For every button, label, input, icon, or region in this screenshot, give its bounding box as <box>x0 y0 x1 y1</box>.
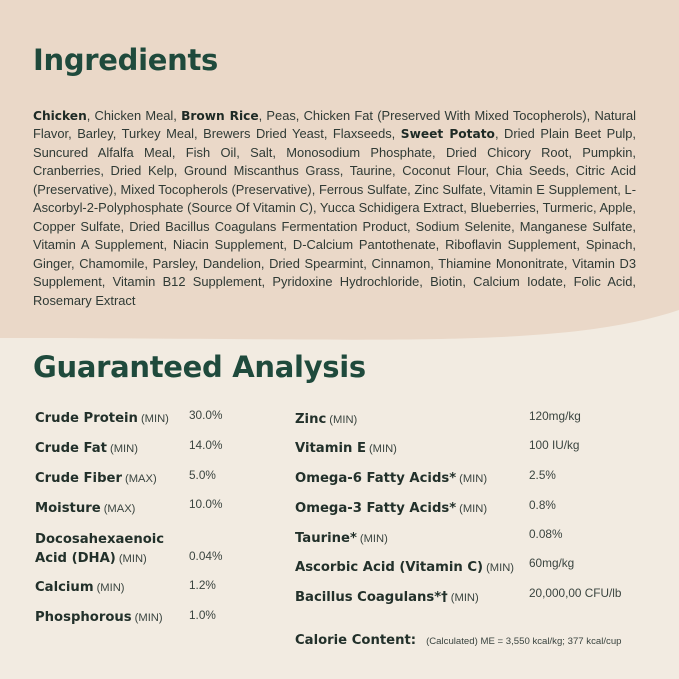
nutrient-row <box>35 467 157 486</box>
calorie-content-label: Calorie Content: <box>295 633 417 648</box>
nutrient-value: 14.0% <box>189 438 223 452</box>
nutrient-qualifier: (MIN) <box>459 473 488 485</box>
nutrient-qualifier: (MAX) <box>103 503 136 515</box>
nutrient-value: 100 IU/kg <box>529 438 580 452</box>
nutrient-row <box>295 467 487 486</box>
nutrient-row <box>35 497 135 516</box>
nutrient-row <box>35 547 147 566</box>
nutrient-value: 60mg/kg <box>529 556 575 570</box>
nutrient-row <box>35 437 138 456</box>
ingredient-highlight: Brown Rice <box>181 109 259 123</box>
nutrient-value: 10.0% <box>189 497 223 511</box>
nutrient-qualifier: (MAX) <box>124 473 157 485</box>
nutrient-name: Crude Fat <box>35 441 107 456</box>
ingredient-highlight: Chicken <box>33 109 87 123</box>
nutrient-qualifier: (MIN) <box>450 592 479 604</box>
nutrient-row <box>295 437 397 456</box>
nutrient-value: 0.08% <box>529 527 563 541</box>
nutrient-value: 1.0% <box>189 608 216 622</box>
nutrient-name: Ascorbic Acid (Vitamin C) <box>295 560 484 575</box>
nutrient-qualifier: (MIN) <box>96 582 125 594</box>
nutrient-value: 20,000,00 CFU/lb <box>529 586 622 600</box>
nutrient-value: 2.5% <box>529 468 556 482</box>
nutrient-row <box>295 408 357 427</box>
nutrient-name: Acid (DHA) <box>35 551 116 566</box>
nutrient-name: Calcium <box>35 580 94 595</box>
nutrient-name: Bacillus Coagulans*† <box>295 590 448 605</box>
nutrient-name: Crude Protein <box>35 411 138 426</box>
nutrient-row <box>295 497 487 516</box>
nutrient-name: Zinc <box>295 412 327 427</box>
nutrient-qualifier: (MIN) <box>109 443 138 455</box>
nutrient-qualifier: (MIN) <box>486 562 515 574</box>
nutrient-row <box>295 586 479 605</box>
nutrient-row <box>35 407 169 426</box>
nutrient-name: Moisture <box>35 501 101 516</box>
nutrient-qualifier: (MIN) <box>329 414 358 426</box>
ingredient-text: , Chicken Meal, <box>86 108 182 123</box>
nutrient-row <box>295 527 388 546</box>
nutrient-qualifier: (MIN) <box>359 533 388 545</box>
nutrient-qualifier: (MIN) <box>134 612 163 624</box>
ingredient-text: , Peas, Chicken Fat (Preserved With Mixed Tocopherols), Natural Flavor, Barley, Turkey Meal, Brewers Dried Yeast, Flaxseeds, <box>33 108 637 142</box>
calorie-content <box>295 629 622 648</box>
nutrient-name: Omega-6 Fatty Acids* <box>295 471 457 486</box>
nutrient-row <box>295 556 514 575</box>
nutrient-value: 1.2% <box>189 578 216 592</box>
ingredients-list <box>33 107 636 310</box>
ingredient-highlight: Sweet Potato <box>400 127 495 142</box>
ingredients-heading: Ingredients <box>33 43 219 77</box>
nutrient-name: Crude Fiber <box>35 471 122 486</box>
nutrient-name: Omega-3 Fatty Acids* <box>295 501 457 516</box>
ingredient-text: , Dried Plain Beet Pulp, Suncured Alfalfa Meal, Fish Oil, Salt, Monosodium Phosphate, Dried Chicory Root, Pumpkin, Cranberries, Dried Kelp, Ground Miscanthus Grass, Taurine, Coconut Flour, Chia Seeds, Citric Acid (Preservative), Mixed Tocopherols (Preservative), Ferrous Sulfate, Zinc Sulfate, Vitamin E Supplement, L-Ascorbyl-2-Polyphosphate (Source Of Vitamin C), Yucca Schidigera Extract, Blueberries, Turmeric, Apple, Copper Sulfate, Dried Bacillus Coagulans Fermentation Product, Sodium Selenite, Manganese Sulfate, Vitamin A Supplement, Niacin Supplement, D-Calcium Pantothenate, Riboflavin Supplement, Spinach, Ginger, Chamomile, Parsley, Dandelion, Dried Spearmint, Cinnamon, Thiamine Mononitrate, Vitamin D3 Supplement, Vitamin B12 Supplement, Pyridoxine Hydrochloride, Biotin, Calcium Iodate, Folic Acid, Rosemary Extract <box>33 126 636 308</box>
nutrient-name: Taurine* <box>295 531 357 546</box>
calorie-content-value: (Calculated) ME = 3,550 kcal/kg; 377 kcal/cup <box>426 636 622 647</box>
nutrient-row <box>35 606 163 625</box>
nutrient-value: 0.04% <box>189 549 223 563</box>
nutrient-qualifier: (MIN) <box>140 413 169 425</box>
nutrient-name: Docosahexaenoic <box>35 532 165 547</box>
nutrient-name: Phosphorous <box>35 610 132 625</box>
nutrient-row <box>35 576 125 595</box>
nutrient-row-name-line1 <box>35 528 164 547</box>
nutrient-qualifier: (MIN) <box>459 503 488 515</box>
nutrient-qualifier: (MIN) <box>118 553 147 565</box>
nutrient-value: 30.0% <box>189 408 223 422</box>
nutrient-value: 120mg/kg <box>529 409 581 423</box>
nutrient-name: Vitamin E <box>295 441 366 456</box>
nutrient-value: 5.0% <box>189 468 216 482</box>
nutrient-qualifier: (MIN) <box>368 443 397 455</box>
nutrient-value: 0.8% <box>529 498 556 512</box>
guaranteed-analysis-heading: Guaranteed Analysis <box>33 350 366 384</box>
